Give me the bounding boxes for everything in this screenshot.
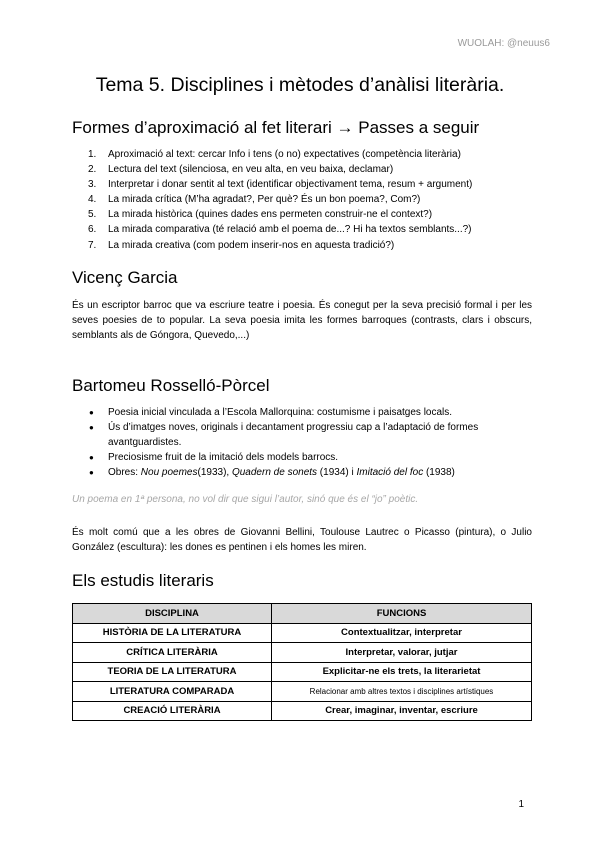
table-cell: Crear, imaginar, inventar, escriure: [272, 701, 532, 721]
page-number: 1: [518, 799, 524, 810]
list-item: ● Preciosisme fruit de la imitació dels models barrocs.: [72, 450, 542, 465]
list-item-continuation: avantguardistes.: [108, 437, 182, 449]
table-cell: Interpretar, valorar, jutjar: [272, 643, 532, 663]
list-item: 7. La mirada creativa (com podem inserir-nos en aquesta tradició?): [88, 239, 395, 251]
steps-list: [72, 147, 542, 253]
table-row: [73, 662, 532, 682]
list-item: 2. Lectura del text (silenciosa, en veu alta, en veu baixa, declamar): [88, 164, 394, 176]
disciplines-table: [72, 603, 532, 721]
section-heading-estudis-literaris: Els estudis literaris: [72, 571, 214, 590]
vicenc-garcia-paragraph: És un escriptor barroc que va escriure teatre i poesia. És conegut per la seva precisió formal i per les seves poesies de to popular. La seva poesia imita les formes barroques (contrasts, clars i obscurs, semblants als de Góngora, Quevedo,...): [72, 300, 532, 342]
art-paragraph: És molt comú que a les obres de Giovanni Bellini, Toulouse Lautrec o Picasso (pintura), o Julio González (escultura): les dones es pentinen i els homes les miren.: [72, 527, 532, 554]
bullet-icon: ●: [89, 468, 94, 478]
table-row: [73, 643, 532, 663]
watermark: WUOLAH: @neuus6: [457, 38, 550, 49]
table-cell: LITERATURA COMPARADA: [73, 682, 272, 702]
section-heading-formes: Formes d’aproximació al fet literari → Passes a seguir: [72, 118, 480, 137]
column-header-funcions: FUNCIONS: [272, 604, 532, 624]
list-item: 5. La mirada històrica (quines dades ens permeten construir-ne el context?): [88, 209, 433, 221]
table-cell: CREACIÓ LITERÀRIA: [73, 701, 272, 721]
table-row: [73, 623, 532, 643]
table-row: [73, 701, 532, 721]
list-item: ● Ús d’imatges noves, originals i decantament progressiu cap a l’adaptació de formes: [72, 420, 542, 435]
section-heading-rossello-porcel: Bartomeu Rosselló-Pòrcel: [72, 376, 270, 395]
table-cell: TEORIA DE LA LITERATURA: [73, 662, 272, 682]
poetic-voice-note: Un poema en 1ª persona, no vol dir que sigui l’autor, sinó que és el “jo” poètic.: [72, 494, 419, 505]
bullet-icon: ●: [89, 453, 94, 463]
table-cell: Relacionar amb altres textos i disciplines artístiques: [272, 682, 532, 702]
list-item-works: ● Obres: Nou poemes(1933), Quadern de sonets (1934) i Imitació del foc (1938): [72, 465, 542, 480]
list-item: ● Poesia inicial vinculada a l’Escola Mallorquina: costumisme i paisatges locals.: [72, 405, 542, 420]
table-cell: Contextualitzar, interpretar: [272, 623, 532, 643]
column-header-disciplina: DISCIPLINA: [73, 604, 272, 624]
table-cell: HISTÒRIA DE LA LITERATURA: [73, 623, 272, 643]
list-item: 1. Aproximació al text: cercar Info i tens (o no) expectatives (competència literària): [88, 149, 461, 160]
table-cell: CRÍTICA LITERÀRIA: [73, 643, 272, 663]
list-item: 4. La mirada crítica (M’ha agradat?, Per què? És un bon poema?, Com?): [88, 194, 421, 206]
rossello-bullet-list: [72, 405, 542, 480]
bullet-icon: ●: [89, 423, 94, 433]
table-row: [73, 682, 532, 702]
bullet-icon: ●: [89, 408, 94, 417]
list-item: 3. Interpretar i donar sentit al text (identificar objectivament tema, resum + argument): [88, 179, 473, 191]
page-title: Tema 5. Disciplines i mètodes d’anàlisi literària.: [95, 74, 505, 96]
list-item: 6. La mirada comparativa (té relació amb el poema de...? Hi ha textos semblants...?): [88, 224, 472, 236]
table-cell: Explicitar-ne els trets, la literarietat: [272, 662, 532, 682]
section-heading-vicenc-garcia: Vicenç Garcia: [72, 268, 178, 287]
table-header-row: [73, 604, 532, 624]
